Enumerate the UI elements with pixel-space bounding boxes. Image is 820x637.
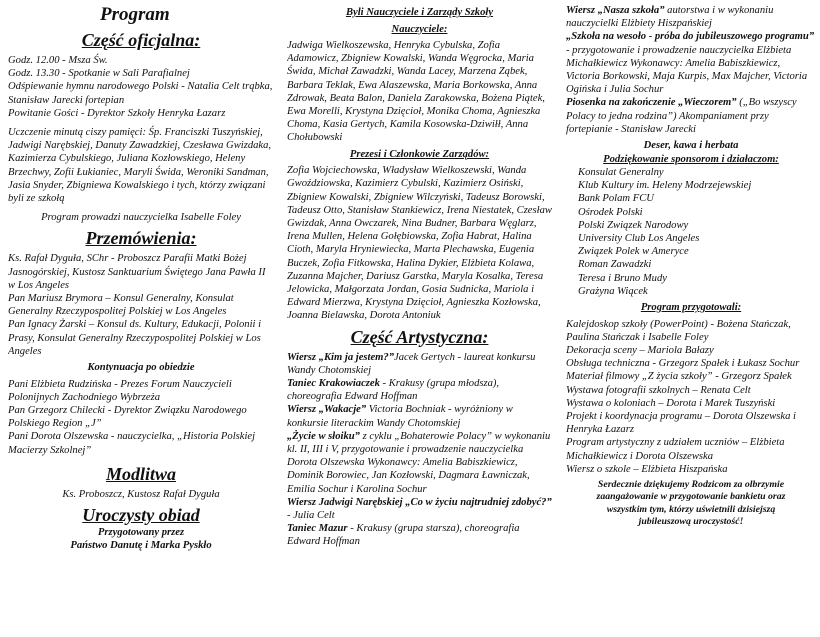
prepared-item: Kalejdoskop szkoły (PowerPoint) - Bożena Stańczak, Paulina Stańczak i Isabelle Foley (566, 318, 791, 343)
speech-item: Ks. Rafał Dyguła, SChr - Proboszcz Parafii Matki Bożej Jasnogórskiej, Kustosz Sanktuarium Świętego Jana Pawła II w Los Angeles (8, 253, 266, 291)
speeches-heading: Przemówienia: (85, 228, 197, 249)
prepared-item: Projekt i koordynacja programu – Dorota Olszewska i Henryka Łazarz (566, 410, 796, 436)
sponsor-item: Ośrodek Polski (578, 206, 643, 218)
program-title: Program (100, 4, 170, 25)
sponsor-item: Bank Polam FCU (578, 193, 654, 205)
prepared-item: Dekoracja sceny – Mariola Bałazy (566, 344, 714, 356)
continuation-heading: Kontynuacja po obiedzie (87, 362, 195, 374)
official-item: Powitanie Gości - Dyrektor Szkoły Henryka Łazarz (8, 107, 226, 119)
continuation-item: Pan Grzegorz Chilecki - Dyrektor Związku Narodowego Polskiego Region „J” (8, 404, 247, 430)
artistic-item: „Życie w słoiku” z cyklu „Bohaterowie Polacy” w wykonaniu kl. II, III i V, przygotowanie i prowadzenie nauczycielka Dorota Olszewska Wykonawcy: Amelia Babiszkiewicz, Dominik Borowiec, Jan Kozłowski, Dagmara Ławniczak, Emilia Sochur i Karolina Sochur (287, 430, 551, 495)
dinner-heading: Uroczysty obiad (82, 504, 200, 525)
sponsor-item: Polski Związek Narodowy (578, 219, 689, 231)
artistic-item: Taniec Krakowiaczek - Krakusy (grupa młodsza), choreografia Edward Hoffman (287, 377, 500, 403)
official-heading: Część oficjalna: (81, 30, 201, 50)
sponsor-list (566, 166, 816, 298)
prepared-item: Wiersz o szkole – Elżbieta Hiszpańska (566, 463, 728, 475)
prayer-text: Ks. Proboszcz, Kustosz Rafał Dyguła (62, 488, 220, 500)
artistic-item: Taniec Mazur - Krakusy (grupa starsza), choreografia Edward Hoffman (287, 523, 520, 548)
prepared-item: Program artystyczny z udziałem uczniów – Elżbieta Michałkiewicz i Dorota Olszewska (566, 437, 785, 462)
prepared-item: Wystawa fotografii szkolnych – Renata Celt (566, 384, 751, 396)
sponsor-item: Klub Kultury im. Heleny Modrzejewskiej (578, 180, 752, 192)
prepared-item: Wystawa o koloniach – Dorota i Marek Tuszyński (566, 397, 776, 409)
prepared-heading: Program przygotowali: (640, 302, 742, 314)
prepared-item: Materiał filmowy „Z życia szkoły” - Grzegorz Spałek (566, 371, 792, 383)
prepared-item: Obsługa techniczna - Grzegorz Spałek i Łukasz Sochur (566, 358, 800, 370)
sponsor-item: Grażyna Wiącek (578, 285, 648, 297)
presidents-list: Zofia Wojciechowska, Władysław Wielkoszewski, Wanda Gwoździowska, Kazimierz Cybulski, Kazimierz Osiński, Zbigniew Kowalski, Zbigniew Wilczyński, Tadeusz Borowski, Tadeusz Otto, Stanisław Stankiewicz, Irena Niestatek, Czesław Gwizdak, Anna Owczarek, Nina Budner, Barbara Węglarz, Irena Mullen, Helena Gołębiowska, Zofia Habrat, Halina Cioth, Maryla Hryniewiecka, Marta Plechawska, Eugenia Buczek, Zofia Fitkowska, Halina Dykier, Elżbieta Kolawa, Zuzanna Majcher, Dariusz Garstka, Maryla Kosalka, Teresa Jelowicka, Małgorzata Jordan, Gosia Sudnicka, Mariola i Edward Mierzwa, Krystyna Dzięcioł, Agnieszka Kozłowska, Joanna Bielawska, Dorota Antoniuk (287, 165, 552, 322)
prayer-heading: Modlitwa (105, 463, 176, 484)
official-item: Godz. 12.00 - Msza Św. (8, 55, 108, 66)
speech-item: Pan Mariusz Brymora – Konsul Generalny, Konsulat Generalny Rzeczypospolitej Polskiej w Los Angeles (8, 293, 234, 318)
program-host: Program prowadzi nauczycielka Isabelle Foley (41, 212, 241, 224)
column-right (566, 0, 816, 637)
sponsor-item: Roman Zawadzki (578, 259, 652, 271)
teachers-heading: Nauczyciele: (391, 23, 448, 35)
closing-thanks: Serdecznie dziękujemy Rodzicom za olbrzymie zaangażowanie w przygotowanie bankietu oraz wszystkim tym, którzy uświetnili dzisiejszą jubileuszową uroczystość! (596, 479, 786, 528)
performance-item: „Szkoła na wesoło - próba do jubileuszowego programu” - przygotowanie i prowadzenie nauczycielka Elżbieta Michałkiewicz Wykonawcy: Amelia Babiszkiewicz, Victoria Borkowski, Maja Kurpis, Max Majcher, Victoria Ogińska i Julia Sochur (566, 31, 815, 96)
official-item: Odśpiewanie hymnu narodowego Polski - Natalia Celt trąbka, Stanisław Jarecki fortepian (8, 81, 273, 106)
continuation-item: Pani Elżbieta Rudzińska - Prezes Forum Nauczycieli Polonijnych Zachodniego Wybrzeża (8, 378, 232, 403)
sponsor-item: Teresa i Bruno Mudy (578, 272, 667, 284)
column-middle (287, 0, 552, 637)
artistic-item: Wiersz „Wakacje” Victoria Bochniak - wyróżniony w konkursie literackim Wandy Chotomskiej (287, 404, 513, 429)
artistic-item: Wiersz Jadwigi Narębskiej „Co w życiu najtrudniej zdobyć?” - Julia Celt (287, 496, 552, 521)
continuation-item: Pani Dorota Olszewska - nauczycielka, „Historia Polskiej Macierzy Szkolnej” (8, 431, 256, 456)
sponsor-item: University Club Los Angeles (578, 233, 700, 245)
thanks-heading: Podziękowanie sponsorom i działaczom: (603, 153, 779, 165)
performance-item: Piosenka na zakończenie „Wieczorem” („Bo wszyscy Polacy to jedna rodzina”) Akompaniament przy fortepianie - Stanisław Jarecki (566, 97, 797, 135)
artistic-heading: Część Artystyczna: (350, 326, 489, 347)
artistic-item: Wiersz „Kim ja jestem?”Jacek Gertych - laureat konkursu Wandy Chotomskiej (287, 351, 536, 376)
dinner-line: Państwo Danutę i Marka Pyskło (70, 540, 212, 552)
dinner-line: Przygotowany przez (97, 526, 185, 538)
former-heading: Byli Nauczyciele i Zarządy Szkoły (345, 7, 494, 18)
dessert-line: Deser, kawa i herbata (643, 140, 739, 152)
sponsor-item: Związek Polek w Ameryce (578, 246, 689, 258)
column-left (8, 0, 274, 637)
minute-of-silence: Uczczenie minutą ciszy pamięci: Śp. Franciszki Tuszyńskiej, Jadwigi Narębskiej, Danuty Zawadzkiej, Czesława Gwizdaka, Kazimierza Cybulskiego, Juliana Kozłowskiego, Heleny Brzechwy, Zofii Łukianiec, Maryli Świda, Weroniki Sandman, Jasia Snyder, Zbigniewa Kowalskiego i tych, którzy związani byli ze szkołą (8, 127, 272, 205)
teachers-list: Jadwiga Wielkoszewska, Henryka Cybulska, Zofia Adamowicz, Zbigniew Kowalski, Wanda Węgrocka, Maria Świda, Michał Zawadzki, Wanda Lacey, Marzena Ząbek, Barbara Teklak, Ewa Alaszewska, Maria Borkowska, Anna Zdrowak, Beata Balon, Daniela Zarakowska, Bożena Piątek, Ewa Morelli, Krystyna Dzięcioł, Monika Choma, Agnieszka Choma, Kasia Gertych, Kamila Kosowska-Dziwiłł, Anna Chołubowski (287, 40, 545, 144)
official-item: Godz. 13.30 - Spotkanie w Sali Parafialnej (8, 68, 190, 80)
performance-item: Wiersz „Nasza szkoła” autorstwa i w wykonaniu nauczycielki Elżbiety Hiszpańskiej (566, 5, 774, 30)
presidents-heading: Prezesi i Członkowie Zarządów: (349, 148, 490, 160)
sponsor-item: Konsulat Generalny (578, 167, 664, 179)
speech-item: Pan Ignacy Żarski – Konsul ds. Kultury, Edukacji, Polonii i Prasy, Konsulat Generalny Rzeczypospolitej Polskiej w Los Angeles (8, 319, 262, 357)
